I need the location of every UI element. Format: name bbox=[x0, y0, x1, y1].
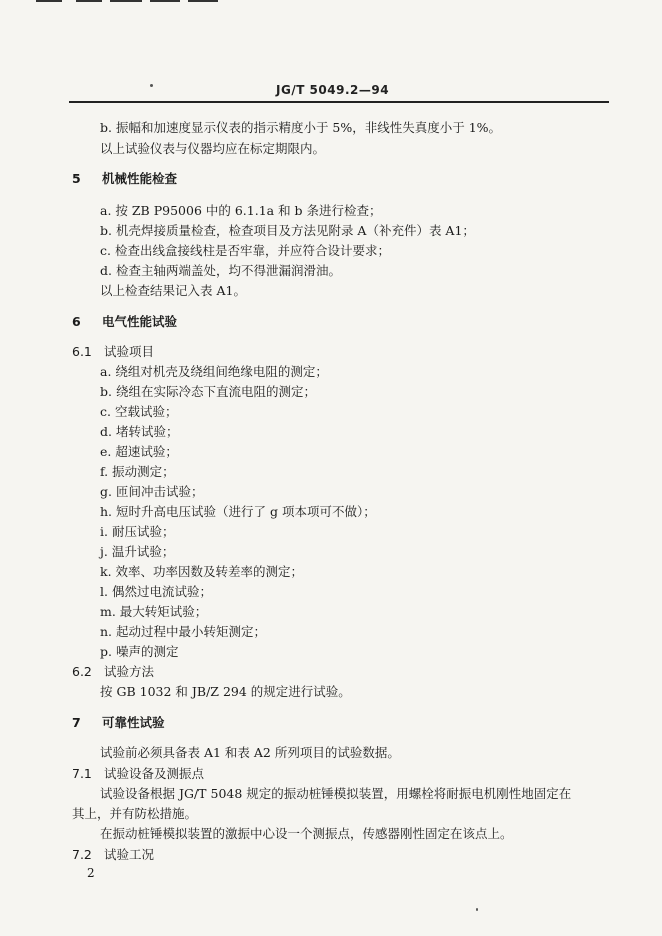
list-item: j. 温升试验； bbox=[100, 544, 175, 559]
subsection-7-2-heading bbox=[72, 847, 154, 863]
section-title: 电气性能试验 bbox=[102, 314, 178, 329]
paragraph-line: 其上，并有防松措施。 bbox=[72, 806, 198, 821]
list-item: d. 检查主轴两端盖处，均不得泄漏润滑油。 bbox=[100, 263, 341, 278]
section-number: 7 bbox=[72, 715, 81, 730]
page-number: 2 bbox=[87, 866, 95, 880]
top-edge-mark bbox=[76, 0, 102, 2]
scan-speck bbox=[476, 908, 478, 911]
section-number: 5 bbox=[72, 171, 81, 186]
subsection-6-2-heading bbox=[72, 664, 154, 680]
list-item: p. 噪声的测定 bbox=[100, 644, 179, 659]
section-7-heading bbox=[72, 715, 165, 731]
section-title: 机械性能检查 bbox=[102, 171, 178, 186]
calibration-note: 以上试验仪表与仪器均应在标定期限内。 bbox=[100, 141, 326, 156]
list-item: b. 机壳焊接质量检查，检查项目及方法见附录 A（补充件）表 A1； bbox=[100, 223, 475, 238]
subsection-title: 试验项目 bbox=[104, 344, 155, 359]
standard-code: JG/T 5049.2—94 bbox=[276, 83, 390, 97]
section-5-note: 以上检查结果记入表 A1。 bbox=[100, 283, 246, 298]
list-item: i. 耐压试验； bbox=[100, 524, 175, 539]
subsection-6-1-heading bbox=[72, 344, 154, 360]
section-7-intro: 试验前必须具备表 A1 和表 A2 所列项目的试验数据。 bbox=[100, 745, 400, 760]
paragraph-line: 试验设备根据 JG/T 5048 规定的振动桩锤模拟装置，用螺栓将耐振电机刚性地固定在 bbox=[100, 786, 572, 801]
subsection-number: 7.1 bbox=[72, 766, 92, 781]
subsection-number: 6.2 bbox=[72, 664, 92, 679]
list-item: n. 起动过程中最小转矩测定； bbox=[100, 624, 266, 639]
subsection-title: 试验设备及测振点 bbox=[104, 766, 205, 781]
list-item: a. 按 ZB P95006 中的 6.1.1a 和 b 条进行检查； bbox=[100, 203, 382, 218]
top-edge-mark bbox=[110, 0, 142, 2]
section-title: 可靠性试验 bbox=[102, 715, 165, 730]
list-item: h. 短时升高电压试验（进行了 g 项本项可不做）； bbox=[100, 504, 376, 519]
item-b-accuracy: b. 振幅和加速度显示仪表的指示精度小于 5%，非线性失真度小于 1%。 bbox=[100, 120, 502, 135]
list-item: a. 绕组对机壳及绕组间绝缘电阻的测定； bbox=[100, 364, 328, 379]
subsection-title: 试验工况 bbox=[104, 847, 155, 862]
subsection-number: 6.1 bbox=[72, 344, 92, 359]
list-item: c. 空载试验； bbox=[100, 404, 178, 419]
header-rule bbox=[69, 101, 609, 103]
list-item: d. 堵转试验； bbox=[100, 424, 179, 439]
section-5-heading bbox=[72, 171, 177, 187]
section-number: 6 bbox=[72, 314, 81, 329]
subsection-7-1-heading bbox=[72, 766, 204, 782]
list-item: l. 偶然过电流试验； bbox=[100, 584, 212, 599]
subsection-title: 试验方法 bbox=[104, 664, 155, 679]
top-edge-mark bbox=[188, 0, 218, 2]
paragraph-line: 在振动桩锤模拟装置的激振中心设一个测振点，传感器刚性固定在该点上。 bbox=[100, 826, 513, 841]
section-6-heading bbox=[72, 314, 177, 330]
subsection-number: 7.2 bbox=[72, 847, 92, 862]
test-method-text: 按 GB 1032 和 JB/Z 294 的规定进行试验。 bbox=[100, 684, 351, 699]
top-edge-mark bbox=[150, 0, 180, 2]
top-edge-mark bbox=[36, 0, 62, 2]
list-item: f. 振动测定； bbox=[100, 464, 175, 479]
list-item: m. 最大转矩试验； bbox=[100, 604, 208, 619]
list-item: e. 超速试验； bbox=[100, 444, 178, 459]
list-item: g. 匝间冲击试验； bbox=[100, 484, 204, 499]
list-item: b. 绕组在实际冷态下直流电阻的测定； bbox=[100, 384, 316, 399]
scan-speck bbox=[150, 84, 153, 87]
list-item: k. 效率、功率因数及转差率的测定； bbox=[100, 564, 304, 579]
list-item: c. 检查出线盒接线柱是否牢靠，并应符合设计要求； bbox=[100, 243, 390, 258]
